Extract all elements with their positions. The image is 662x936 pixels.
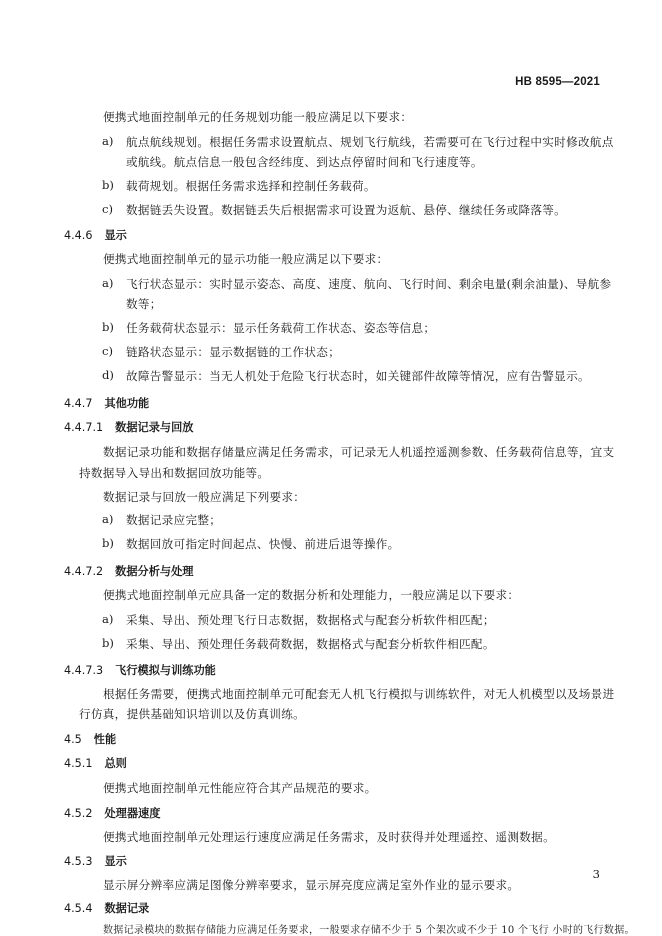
paragraph-data-storage-line1: 数据记录模块的数据存储能力应满足任务要求，一般要求存储不少于 5 个架次或不少于 10 个飞行 bbox=[103, 925, 549, 936]
paragraph-display-intro: 便携式地面控制单元的显示功能一般应满足以下要求： bbox=[103, 252, 389, 266]
list-text: 采集、导出、预处理任务载荷数据，数据格式与配套分析软件相匹配。 bbox=[126, 637, 495, 651]
paragraph-data-recording-continued: 持数据导入导出和数据回放功能等。 bbox=[79, 466, 270, 480]
list-text: 故障告警显示：当无人机处于危险飞行状态时，如关键部件故障等情况，应有告警显示。 bbox=[126, 369, 590, 383]
section-title: 处理器速度 bbox=[104, 807, 161, 820]
list-text: 采集、导出、预处理飞行日志数据，数据格式与配套分析软件相匹配； bbox=[126, 613, 495, 627]
list-marker: b) bbox=[102, 636, 114, 650]
list-marker: b) bbox=[102, 178, 114, 192]
section-number: 4.4.6 bbox=[64, 229, 93, 242]
section-title: 总则 bbox=[104, 757, 127, 770]
section-title: 数据记录 bbox=[104, 902, 150, 915]
section-number: 4.5.1 bbox=[64, 757, 93, 770]
list-text: 任务载荷状态显示：显示任务载荷工作状态、姿态等信息； bbox=[126, 321, 436, 335]
section-title: 显示 bbox=[104, 855, 127, 868]
section-title: 飞行模拟与训练功能 bbox=[115, 664, 216, 677]
list-marker: b) bbox=[102, 536, 114, 550]
section-title: 其他功能 bbox=[104, 397, 150, 410]
list-marker: a) bbox=[102, 612, 114, 626]
list-text-continued: 数等； bbox=[126, 297, 162, 311]
list-marker: b) bbox=[102, 320, 114, 334]
section-heading-4-5-4 bbox=[64, 900, 149, 916]
list-text: 飞行状态显示：实时显示姿态、高度、速度、航向、飞行时间、剩余电量(剩余油量)、导航参 bbox=[126, 277, 612, 291]
paragraph-mission-planning-intro: 便携式地面控制单元的任务规划功能一般应满足以下要求： bbox=[103, 110, 413, 124]
section-heading-4-5-1 bbox=[64, 755, 127, 771]
paragraph-flight-simulation-continued: 行仿真，提供基础知识培训以及仿真训练。 bbox=[79, 707, 305, 721]
section-number: 4.4.7 bbox=[64, 397, 93, 410]
paragraph-recording-playback-intro: 数据记录与回放一般应满足下列要求： bbox=[103, 490, 306, 504]
section-number: 4.5 bbox=[64, 733, 82, 746]
section-number: 4.5.4 bbox=[64, 902, 93, 915]
document-id: HB 8595—2021 bbox=[515, 76, 600, 88]
section-number: 4.4.7.3 bbox=[64, 664, 104, 677]
section-heading-4-4-7 bbox=[64, 395, 149, 411]
section-heading-4-4-6 bbox=[64, 227, 127, 243]
list-marker: c) bbox=[102, 344, 114, 358]
section-number: 4.4.7.2 bbox=[64, 565, 104, 578]
paragraph-performance-general: 便携式地面控制单元性能应符合其产品规范的要求。 bbox=[103, 781, 377, 795]
section-title: 数据记录与回放 bbox=[115, 421, 194, 434]
section-heading-4-5-2 bbox=[64, 805, 160, 821]
paragraph-data-analysis-intro: 便携式地面控制单元应具备一定的数据分析和处理能力，一般应满足以下要求： bbox=[103, 588, 520, 602]
list-marker: a) bbox=[102, 276, 114, 290]
section-number: 4.5.3 bbox=[64, 855, 93, 868]
section-title: 性能 bbox=[93, 733, 117, 746]
list-text-continued: 或航线。航点信息一般包含经纬度、到达点停留时间和飞行速度等。 bbox=[126, 155, 483, 169]
paragraph-data-storage bbox=[103, 921, 635, 936]
list-marker: d) bbox=[102, 368, 114, 382]
list-text: 数据回放可指定时间起点、快慢、前进后退等操作。 bbox=[126, 537, 400, 551]
list-marker: a) bbox=[102, 134, 114, 148]
list-text: 载荷规划。根据任务需求选择和控制任务载荷。 bbox=[126, 179, 376, 193]
list-marker: a) bbox=[102, 512, 114, 526]
section-heading-4-4-7-1 bbox=[64, 419, 193, 435]
paragraph-data-recording: 数据记录功能和数据存储量应满足任务需求，可记录无人机遥控遥测参数、任务载荷信息等，宜支 bbox=[103, 445, 615, 459]
page-number: 3 bbox=[592, 867, 600, 881]
section-heading-4-5-3 bbox=[64, 853, 127, 869]
list-text: 数据记录应完整； bbox=[126, 513, 222, 527]
list-text: 数据链丢失设置。数据链丢失后根据需求可设置为返航、悬停、继续任务或降落等。 bbox=[126, 203, 567, 217]
list-text: 链路状态显示：显示数据链的工作状态； bbox=[126, 345, 341, 359]
section-number: 4.5.2 bbox=[64, 807, 93, 820]
paragraph-display-performance: 显示屏分辨率应满足图像分辨率要求，显示屏亮度应满足室外作业的显示要求。 bbox=[103, 878, 520, 892]
section-heading-4-4-7-2 bbox=[64, 563, 193, 579]
paragraph-flight-simulation: 根据任务需要，便携式地面控制单元可配套无人机飞行模拟与训练软件，对无人机模型以及场景进 bbox=[103, 687, 615, 701]
section-title: 数据分析与处理 bbox=[115, 565, 194, 578]
section-heading-4-4-7-3 bbox=[64, 662, 216, 678]
list-marker: c) bbox=[102, 202, 114, 216]
section-heading-4-5 bbox=[64, 731, 116, 747]
paragraph-data-storage-line2: 小时的飞行数据。 bbox=[552, 925, 635, 936]
section-title: 显示 bbox=[104, 229, 127, 242]
paragraph-processor-speed: 便携式地面控制单元处理运行速度应满足任务需求，及时获得并处理遥控、遥测数据。 bbox=[103, 830, 555, 844]
section-number: 4.4.7.1 bbox=[64, 421, 104, 434]
list-text: 航点航线规划。根据任务需求设置航点、规划飞行航线，若需要可在飞行过程中实时修改航点 bbox=[126, 135, 614, 149]
